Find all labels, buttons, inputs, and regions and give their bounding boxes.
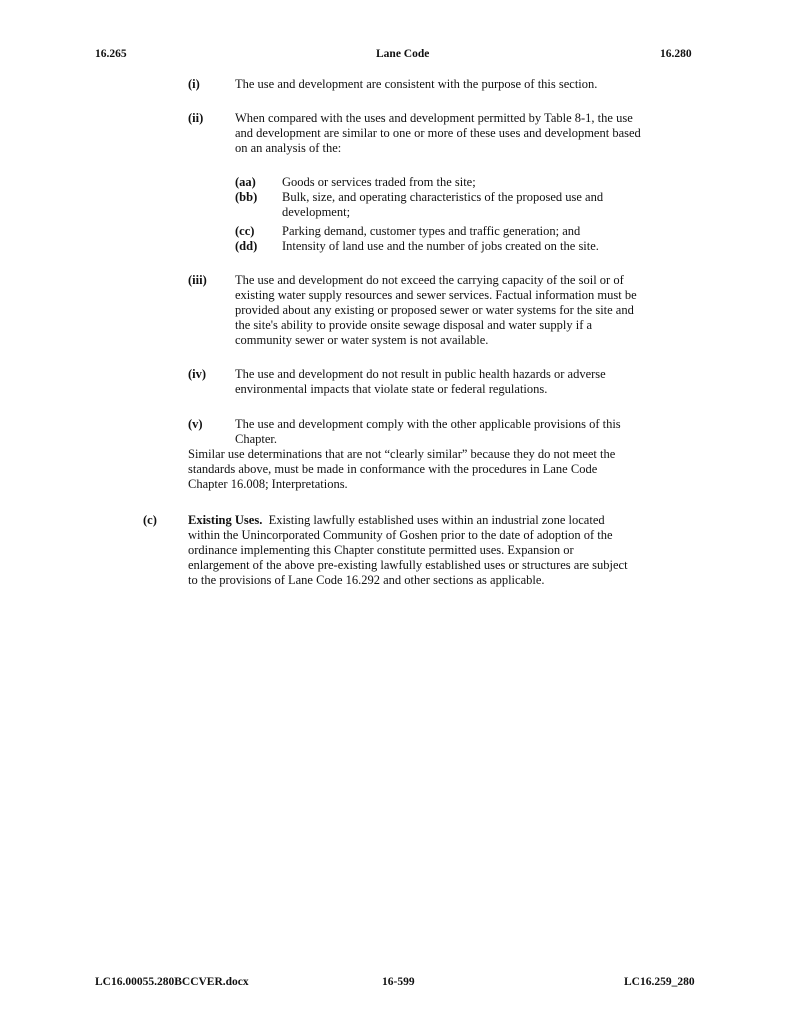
subitem-label-bb: (bb): [235, 190, 258, 204]
section-c-line-2: within the Unincorporated Community of Goshen prior to the date of adoption of the: [188, 528, 613, 542]
section-c-label: (c): [143, 513, 157, 527]
section-c-first-line: [188, 513, 605, 528]
section-c-line-5: to the provisions of Lane Code 16.292 and other sections as applicable.: [188, 573, 545, 587]
item-label-iii: (iii): [188, 273, 207, 287]
item-v-line-1: The use and development comply with the other applicable provisions of this: [235, 417, 621, 431]
similar-use-line-1: Similar use determinations that are not “clearly similar” because they do not meet the: [188, 447, 616, 461]
similar-use-line-3: Chapter 16.008; Interpretations.: [188, 477, 348, 491]
subitem-bb-line-2: development;: [282, 205, 351, 219]
item-label-iv: (iv): [188, 367, 207, 381]
item-iii-line-3: provided about any existing or proposed sewer or water systems for the site and: [235, 303, 634, 317]
subitem-label-dd: (dd): [235, 239, 258, 253]
section-c-line-4: enlargement of the above pre-existing lawfully established uses or structures are subject: [188, 558, 628, 572]
item-label-ii: (ii): [188, 111, 204, 125]
subitem-dd-line-1: Intensity of land use and the number of jobs created on the site.: [282, 239, 599, 253]
item-iii-line-2: existing water supply resources and sewer services. Factual information must be: [235, 288, 637, 302]
item-iii-line-5: community sewer or water system is not available.: [235, 333, 489, 347]
item-iv-line-2: environmental impacts that violate state or federal regulations.: [235, 382, 548, 396]
similar-use-line-2: standards above, must be made in conformance with the procedures in Lane Code: [188, 462, 598, 476]
item-ii-line-3: on an analysis of the:: [235, 141, 342, 155]
item-ii-line-2: and development are similar to one or more of these uses and development based: [235, 126, 641, 140]
item-iv-line-1: The use and development do not result in public health hazards or adverse: [235, 367, 606, 381]
subitem-bb-line-1: Bulk, size, and operating characteristics of the proposed use and: [282, 190, 604, 204]
section-c-line-3: ordinance implementing this Chapter constitute permitted uses. Expansion or: [188, 543, 574, 557]
item-iii-line-1: The use and development do not exceed the carrying capacity of the soil or of: [235, 273, 624, 287]
footer-filename: LC16.00055.280BCCVER.docx: [95, 976, 249, 988]
header-right: 16.280: [660, 48, 692, 60]
item-text-i: The use and development are consistent with the purpose of this section.: [235, 77, 598, 91]
footer-section-range: LC16.259_280: [624, 976, 695, 988]
subitem-label-aa: (aa): [235, 175, 256, 189]
subitem-aa-line-1: Goods or services traded from the site;: [282, 175, 476, 189]
subitem-label-cc: (cc): [235, 224, 255, 238]
section-c-first-line-rest: Existing lawfully established uses within an industrial zone located: [262, 513, 605, 527]
header-title: Lane Code: [376, 48, 430, 60]
item-label-i: (i): [188, 77, 200, 91]
section-c-title: Existing Uses.: [188, 513, 263, 527]
subitem-cc-line-1: Parking demand, customer types and traffic generation; and: [282, 224, 581, 238]
item-iii-line-4: the site's ability to provide onsite sewage disposal and water supply if a: [235, 318, 593, 332]
item-ii-line-1: When compared with the uses and development permitted by Table 8-1, the use: [235, 111, 633, 125]
item-label-v: (v): [188, 417, 203, 431]
header-left: 16.265: [95, 48, 127, 60]
footer-page-number: 16-599: [382, 976, 415, 988]
item-v-line-2: Chapter.: [235, 432, 278, 446]
